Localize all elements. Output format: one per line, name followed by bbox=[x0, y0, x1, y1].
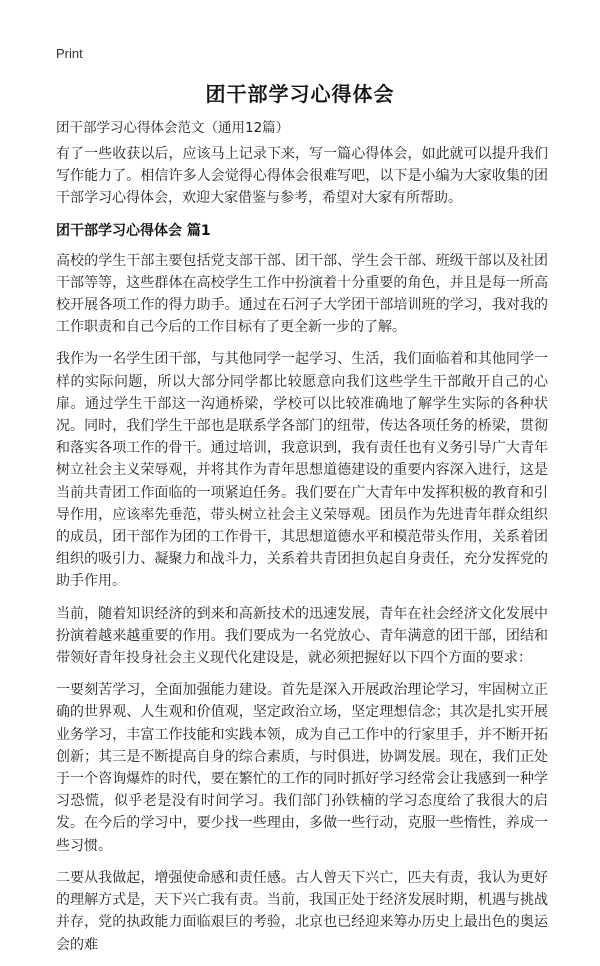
document-body bbox=[56, 117, 548, 966]
body-paragraph-3: 当前，随着知识经济的到来和高新技术的迅速发展，青年在社会经济文化发展中扮演着越来越重要的作用。我们要成为一名党放心、青年满意的团干部，团结和带领好青年投身社会主义现代化建设是，就必须把握好以下四个方面的要求： bbox=[56, 605, 548, 667]
intro-paragraph: 有了一些收获以后，应该马上记录下来，写一篇心得体会，如此就可以提升我们写作能力了。相信许多人会觉得心得体会很难写吧，以下是小编为大家收集的团干部学习心得体会，欢迎大家借鉴与参考，希望对大家有所帮助。 bbox=[56, 146, 548, 207]
body-paragraph-1: 高校的学生干部主要包括党支部干部、团干部、学生会干部、班级干部以及社团干部等等，这些群体在高校学生工作中扮演着十分重要的角色，并且是每一所高校开展各项工作的得力助手。通过在石河子大学团干部培训班的学习，我对我的工作职责和自己今后的工作目标有了更全新一步的了解。 bbox=[56, 252, 548, 336]
print-link[interactable]: Print bbox=[56, 46, 83, 61]
body-paragraph-4: 一要刻苦学习，全面加强能力建设。首先是深入开展政治理论学习，牢固树立正确的世界观、人生观和价值观，坚定政治立场，坚定理想信念；其次是扎实开展业务学习，丰富工作技能和实践本领，成为自己工作中的行家里手，并不断开拓创新；其三是不断提高自身的综合素质，与时俱进，协调发展。现在，我们正处于一个咨询爆炸的时代，要在繁忙的工作的同时抓好学习经常会让我感到一种学习恐慌，似乎老是没有时间学习。我们部门孙铁楠的学习态度给了我很大的启发。在今后的学习中，要少找一些理由，多做一些行动，克服一些惰性，养成一些习惯。 bbox=[56, 682, 548, 854]
body-paragraph-5: 二要从我做起，增强使命感和责任感。古人曾天下兴亡，匹夫有责，我认为更好的理解方式是，天下兴亡我有责。当前，我国正处于经济发展时期，机遇与挑战并存，党的执政能力面临艰巨的考验，北京也已经迎来筹办历史上最出色的奥运会的难 bbox=[56, 869, 548, 953]
section-heading: 团干部学习心得体会 篇1 bbox=[56, 222, 211, 239]
body-paragraph-2: 我作为一名学生团干部，与其他同学一起学习、生活，我们面临着和其他同学一样的实际问题，所以大部分同学都比较愿意向我们这些学生干部敞开自己的心扉。通过学生干部这一沟通桥梁，学校可以比较准确地了解学生实际的各种状况。同时，我们学生干部也是联系学各部门的纽带，传达各项任务的桥梁，贯彻和落实各项工作的骨干。通过培训，我意识到，我有责任也有义务引导广大青年树立社会主义荣辱观，并将其作为青年思想道德建设的重要内容深入进行，这是当前共青团工作面临的一项紧迫任务。我们要在广大青年中发挥积极的教育和引导作用，应该率先垂范，带头树立社会主义荣辱观。团员作为先进青年群众组织的成员，团干部作为团的工作骨干，其思想道德水平和模范带头作用，关系着团组织的吸引力、凝聚力和战斗力，关系着共青团担负起自身责任，充分发挥党的助手作用。 bbox=[56, 351, 548, 590]
document-subtitle: 团干部学习心得体会范文（通用12篇） bbox=[56, 120, 290, 136]
page-title: 团干部学习心得体会 bbox=[205, 82, 395, 106]
